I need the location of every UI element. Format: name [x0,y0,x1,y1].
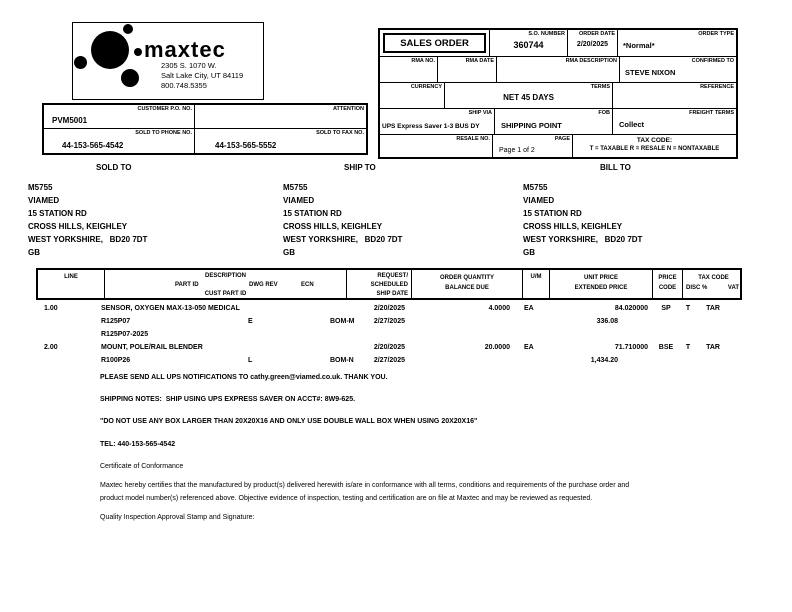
certificate-title: Certificate of Conformance [100,463,184,470]
order-type-label: ORDER TYPE [698,31,734,37]
address-line: GB [28,248,40,257]
bill-to-heading: BILL TO [600,163,631,172]
sold-to-fax-value: 44-153-565-5552 [215,141,277,150]
ship-to-address [283,181,402,259]
item-line-number: 2.00 [44,344,58,351]
item-line-number: 1.00 [44,305,58,312]
part-id-header: PART ID [175,282,199,288]
address-line: 15 STATION RD [523,209,582,218]
dwg-rev-header: DWG REV [249,282,278,288]
so-number-label: S.O. NUMBER [528,31,565,37]
item-vat-code: TAR [706,344,720,351]
address-line: M5755 [283,183,308,192]
um-header: U/M [530,274,542,280]
tax-code-label: TAX CODE: [636,137,673,144]
terms-label: TERMS [590,84,610,90]
tel-note: TEL: 440-153-565-4542 [100,441,176,448]
ship-date-header-cell [347,270,412,298]
item-tax-code: T [685,344,691,351]
resale-no-cell [380,135,493,157]
item-unit-price: 71.710000 [614,344,648,351]
quantity-header-cell [412,270,523,298]
address-line: CROSS HILLS, KEIGHLEY [283,222,383,231]
customer-po-value: PVM5001 [52,116,88,125]
ecn-header: ECN [301,282,314,288]
item-extended-price: 1,434.20 [590,357,618,364]
rma-date-label: RMA DATE [465,58,494,64]
price-header-cell [550,270,653,298]
confirmed-to-cell [620,57,736,83]
item-price-code: SP [661,305,671,312]
order-header-box [378,28,738,159]
item-dwg-rev: E [248,318,253,325]
order-date-value: 2/20/2025 [576,41,609,48]
unit-price-header: UNIT PRICE [583,275,618,281]
item-tax-code: T [685,305,691,312]
logo-box [72,22,264,100]
scheduled-header: SCHEDULED [370,282,408,288]
order-date-label: ORDER DATE [579,31,615,37]
ship-via-value: UPS Express Saver 1-3 BUS DY [382,123,480,130]
reference-cell [613,83,736,109]
attention-cell [195,105,366,129]
maxtec-logo: maxtec [144,37,226,62]
item-sched-date: 2/27/2025 [373,357,405,364]
address-line: GB [523,248,535,257]
company-phone: 800.748.5355 [161,81,207,90]
line-header: LINE [64,274,78,280]
page-label: PAGE [554,136,570,142]
address-line: WEST YORKSHIRE, BD20 7DT [28,235,148,244]
items-table-header [36,268,742,300]
items-table-body [36,300,742,372]
order-type-value: *Normal* [623,41,655,50]
terms-cell [445,83,613,109]
address-line: M5755 [28,183,53,192]
logo-dot [121,69,139,87]
certificate-body-line1: Maxtec hereby certifies that the manufactured by product(s) delivered herewith is/are in conformance with all terms, conditions and requirements of the purchase order and [100,482,630,489]
so-number-value: 360744 [513,40,544,50]
logo-dot [123,24,133,34]
item-vat-code: TAR [706,305,720,312]
sales-order-title: SALES ORDER [383,33,486,53]
item-sched-date: 2/27/2025 [373,318,405,325]
address-line: 15 STATION RD [28,209,87,218]
logo-dot [91,31,129,69]
address-line: M5755 [523,183,548,192]
item-um: EA [524,344,534,351]
item-ecn: BOM-N [330,357,354,364]
request-header: REQUEST/ [377,273,408,279]
um-header-cell [523,270,550,298]
item-order-quantity: 4.0000 [488,305,510,312]
address-line: VIAMED [523,196,555,205]
rma-desc-cell [497,57,620,83]
so-number-cell [490,30,568,57]
description-header: DESCRIPTION [204,273,246,279]
balance-due-header: BALANCE DUE [445,285,489,291]
disc-header: DISC % [686,285,708,291]
freight-terms-value: Collect [619,120,645,129]
item-part-id: R125P07 [101,318,131,325]
customer-info-box [42,103,368,155]
tax-code-legend: T = TAXABLE R = RESALE N = NONTAXABLE [589,146,720,152]
item-request-date: 2/20/2025 [373,305,405,312]
freight-terms-label: FREIGHT TERMS [689,110,734,116]
fob-label: FOB [598,110,610,116]
currency-cell [380,83,445,109]
part-header-cell [105,270,347,298]
quality-inspection-line: Quality Inspection Approval Stamp and Signature: [100,514,255,521]
address-line: WEST YORKSHIRE, BD20 7DT [523,235,643,244]
address-line: WEST YORKSHIRE, BD20 7DT [283,235,403,244]
order-date-cell [568,30,618,57]
sold-to-phone-cell [44,129,195,153]
sold-to-fax-cell [195,129,366,153]
item-ecn: BOM-M [330,318,355,325]
vat-header: VAT [727,285,739,291]
freight-terms-cell [613,109,736,135]
page-value: Page 1 of 2 [499,147,535,154]
bill-to-address [523,181,642,259]
address-line: CROSS HILLS, KEIGHLEY [523,222,623,231]
tax-code-cell [573,135,736,157]
item-um: EA [524,305,534,312]
sold-to-address [28,181,147,259]
address-line: CROSS HILLS, KEIGHLEY [28,222,128,231]
item-description: MOUNT, POLE/RAIL BLENDER [101,344,203,351]
resale-no-label: RESALE NO. [456,136,490,142]
customer-po-cell [44,105,195,129]
ups-notifications-note: PLEASE SEND ALL UPS NOTIFICATIONS TO cathy.green@viamed.co.uk. THANK YOU. [100,374,388,381]
item-description: SENSOR, OXYGEN MAX-13-050 MEDICAL [101,305,240,312]
item-part-id: R100P26 [101,357,131,364]
attention-label: ATTENTION [332,106,364,112]
order-type-cell [618,30,736,57]
company-address-line1: 2305 S. 1070 W. [161,61,217,70]
logo-dot [134,48,142,56]
rma-desc-label: RMA DESCRIPTION [565,58,617,64]
ship-via-cell [380,109,495,135]
line-header-cell [38,270,105,298]
address-line: GB [283,248,295,257]
item-extended-price: 336.08 [596,318,618,325]
cust-part-id-header: CUST PART ID [204,291,247,297]
confirmed-to-value: STEVE NIXON [625,68,676,77]
certificate-body [100,479,660,505]
item-price-code: BSE [658,344,674,351]
currency-label: CURRENCY [410,84,442,90]
ship-via-label: SHIP VIA [468,110,492,116]
rma-no-label: RMA NO. [411,58,435,64]
tax-code-header: TAX CODE [698,275,729,281]
item-unit-price: 84.020000 [614,305,648,312]
item-dwg-rev: L [248,357,253,364]
ship-date-header: SHIP DATE [376,291,408,297]
page-cell [493,135,573,157]
rma-no-cell [380,57,438,83]
logo-dot [74,56,87,69]
customer-po-label: CUSTOMER P.O. NO. [137,106,192,112]
shipping-notes: SHIPPING NOTES: SHIP USING UPS EXPRESS SAVER ON ACCT#: 8W9-625. [100,396,356,403]
price-code-header-cell [653,270,683,298]
item-order-quantity: 20.0000 [484,344,510,351]
address-line: VIAMED [28,196,60,205]
extended-price-header: EXTENDED PRICE [574,285,628,291]
tax-header-cell [683,270,744,298]
reference-label: REFERENCE [700,84,734,90]
fob-cell [495,109,613,135]
sales-order-title-cell [380,30,490,57]
code-header: CODE [658,285,677,291]
ship-to-heading: SHIP TO [344,163,376,172]
item-cust-part-id: R125P07-2025 [101,331,149,338]
sold-to-fax-label: SOLD TO FAX NO. [316,130,364,136]
sold-to-phone-value: 44-153-565-4542 [62,141,124,150]
box-size-note: "DO NOT USE ANY BOX LARGER THAN 20X20X16 AND ONLY USE DOUBLE WALL BOX WHEN USING 20X20X16" [100,418,478,425]
sold-to-phone-label: SOLD TO PHONE NO. [135,130,192,136]
sold-to-heading: SOLD TO [96,163,132,172]
address-line: VIAMED [283,196,315,205]
fob-value: SHIPPING POINT [501,121,562,130]
rma-date-cell [438,57,497,83]
company-address-line2: Salt Lake City, UT 84119 [161,71,244,80]
certificate-body-line2: product model number(s) referenced above. Objective evidence of inspection, testing and certification are on file at Maxtec and may be reviewed as requested. [100,495,593,502]
address-line: 15 STATION RD [283,209,342,218]
price-header: PRICE [658,275,677,281]
order-quantity-header: ORDER QUANTITY [440,275,494,281]
item-request-date: 2/20/2025 [373,344,405,351]
terms-value: NET 45 DAYS [503,93,554,102]
confirmed-to-label: CONFIRMED TO [691,58,734,64]
